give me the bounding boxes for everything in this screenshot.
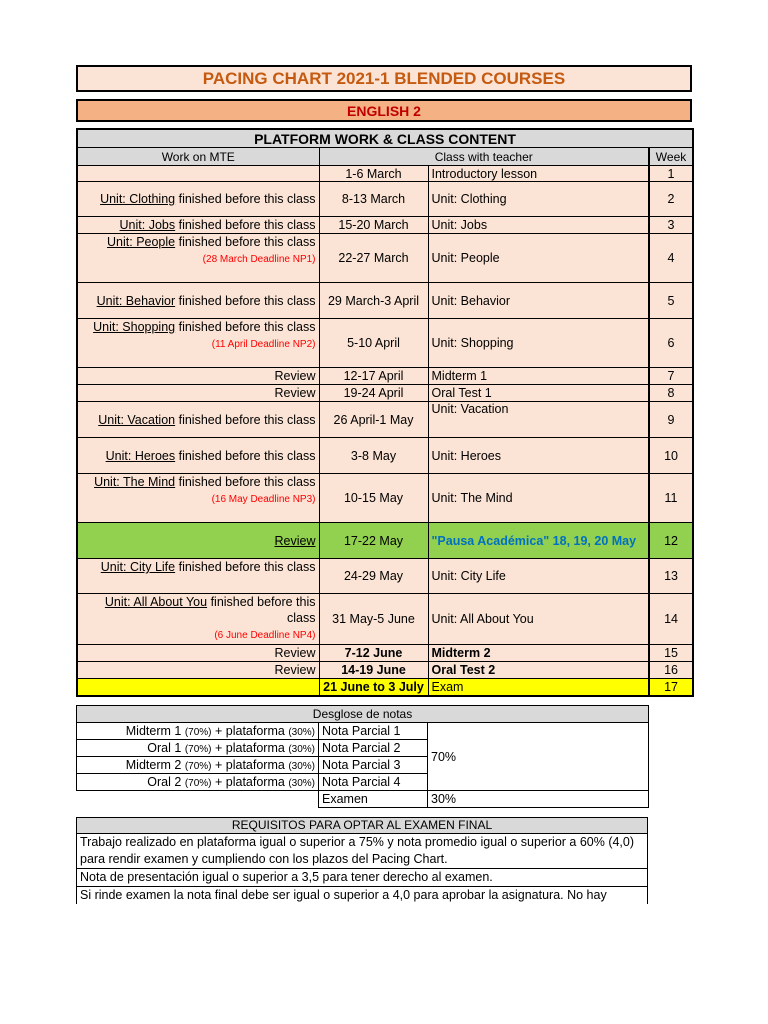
class-cell: Midterm 1 xyxy=(428,368,649,385)
class-cell: Unit: People xyxy=(428,234,649,283)
table-row xyxy=(77,166,693,182)
dates-cell: 31 May-5 June xyxy=(319,594,428,645)
grade-item: Midterm 1 xyxy=(125,724,182,738)
grade-pct: (70%) xyxy=(184,778,212,789)
deadline-note: (16 May Deadline NP3) xyxy=(211,494,316,505)
unit-link: Unit: Clothing xyxy=(100,192,176,206)
mte-cell xyxy=(77,523,319,559)
deadline-note: (11 April Deadline NP2) xyxy=(211,339,316,350)
requirement-item: Nota de presentación igual o superior a 3,5 para tener derecho al examen. xyxy=(77,869,648,887)
dates-cell: 8-13 March xyxy=(319,182,428,217)
table-row xyxy=(77,182,693,217)
class-cell: Midterm 2 xyxy=(428,645,649,662)
mte-tail: finished before this class xyxy=(178,448,316,463)
class-cell: Unit: The Mind xyxy=(428,474,649,523)
class-cell: "Pausa Académica" 18, 19, 20 May xyxy=(428,523,649,559)
table-row xyxy=(77,594,693,645)
grade-pct: (70%) xyxy=(184,744,212,755)
week-cell: 10 xyxy=(649,438,693,474)
grade-platform: + plataforma xyxy=(214,758,285,772)
nota-parcial: Nota Parcial 2 xyxy=(319,740,428,757)
grade-pct: (70%) xyxy=(184,761,212,772)
table-row xyxy=(77,474,693,523)
deadline-note: (6 June Deadline NP4) xyxy=(214,630,316,641)
grade-formula xyxy=(77,774,319,791)
col-header-class: Class with teacher xyxy=(319,148,649,166)
mte-cell xyxy=(77,594,319,645)
table-row xyxy=(77,385,693,402)
requirement-item: Trabajo realizado en plataforma igual o superior a 75% y nota promedio igual o superior a 60% (4,0) para rendir examen y cumpliendo con los plazos del Pacing Chart. xyxy=(77,834,648,869)
week-cell: 12 xyxy=(649,523,693,559)
nota-parcial: Nota Parcial 1 xyxy=(319,723,428,740)
grade-platform: + plataforma xyxy=(214,741,285,755)
table-row xyxy=(77,679,693,696)
table-row xyxy=(77,368,693,385)
requirements-table xyxy=(76,817,648,904)
unit-link: Unit: Heroes xyxy=(105,448,176,463)
grade-item: Oral 1 xyxy=(147,741,182,755)
mte-cell xyxy=(77,474,319,523)
unit-link: Unit: Jobs xyxy=(119,218,176,232)
dates-cell: 24-29 May xyxy=(319,559,428,594)
class-cell: Unit: Jobs xyxy=(428,217,649,234)
table-row xyxy=(77,869,648,887)
week-cell: 6 xyxy=(649,319,693,368)
dates-cell: 29 March-3 April xyxy=(319,283,428,319)
class-cell: Unit: All About You xyxy=(428,594,649,645)
grade-item: Midterm 2 xyxy=(125,758,182,772)
table-row xyxy=(77,887,648,905)
exam-weight: 30% xyxy=(428,791,649,808)
table-row xyxy=(77,217,693,234)
table-row xyxy=(77,319,693,368)
mte-cell: Review xyxy=(77,385,319,402)
week-cell: 5 xyxy=(649,283,693,319)
week-cell: 15 xyxy=(649,645,693,662)
mte-tail: finished before this class xyxy=(178,475,316,489)
week-cell: 7 xyxy=(649,368,693,385)
grade-platform: + plataforma xyxy=(214,724,285,738)
grade-pct: (30%) xyxy=(288,744,315,755)
grade-pct: (30%) xyxy=(288,761,315,772)
class-cell: Introductory lesson xyxy=(428,166,649,182)
table-row xyxy=(77,402,693,438)
mte-tail: finished before this class xyxy=(178,560,316,574)
grade-formula xyxy=(77,757,319,774)
week-cell: 4 xyxy=(649,234,693,283)
dates-cell: 22-27 March xyxy=(319,234,428,283)
dates-cell: 10-15 May xyxy=(319,474,428,523)
review-label: Review xyxy=(274,533,316,548)
class-cell: Oral Test 2 xyxy=(428,662,649,679)
mte-cell xyxy=(77,217,319,234)
pacing-chart-table xyxy=(76,128,692,697)
week-cell: 11 xyxy=(649,474,693,523)
dates-cell: 3-8 May xyxy=(319,438,428,474)
grade-item: Oral 2 xyxy=(147,775,182,789)
dates-cell: 7-12 June xyxy=(319,645,428,662)
grade-formula xyxy=(77,740,319,757)
unit-link: Unit: The Mind xyxy=(94,475,176,489)
class-cell: Oral Test 1 xyxy=(428,385,649,402)
unit-link: Unit: Behavior xyxy=(96,293,176,308)
class-cell: Unit: Clothing xyxy=(428,182,649,217)
mte-cell: Review xyxy=(77,368,319,385)
mte-cell xyxy=(77,402,319,438)
week-cell: 8 xyxy=(649,385,693,402)
week-cell: 1 xyxy=(649,166,693,182)
table-row xyxy=(77,723,649,740)
table-row xyxy=(77,834,648,869)
grade-pct: (70%) xyxy=(184,727,212,738)
grades-heading: Desglose de notas xyxy=(77,706,649,723)
week-cell: 2 xyxy=(649,182,693,217)
col-header-mte: Work on MTE xyxy=(77,148,319,166)
mte-cell: Review xyxy=(77,662,319,679)
dates-cell: 12-17 April xyxy=(319,368,428,385)
week-cell: 14 xyxy=(649,594,693,645)
dates-cell: 15-20 March xyxy=(319,217,428,234)
week-cell: 16 xyxy=(649,662,693,679)
table-column-headers xyxy=(77,148,693,166)
unit-link: Unit: Vacation xyxy=(98,412,176,427)
grade-pct: (30%) xyxy=(288,727,315,738)
requirements-heading: REQUISITOS PARA OPTAR AL EXAMEN FINAL xyxy=(77,818,648,834)
mte-tail: finished before this class xyxy=(178,218,316,232)
requirement-item: Si rinde examen la nota final debe ser igual o superior a 4,0 para aprobar la asignatura. No hay xyxy=(77,887,648,905)
week-cell: 13 xyxy=(649,559,693,594)
class-cell: Unit: Vacation xyxy=(428,402,649,438)
week-cell: 17 xyxy=(649,679,693,696)
dates-cell: 19-24 April xyxy=(319,385,428,402)
class-cell: Exam xyxy=(428,679,649,696)
unit-link: Unit: People xyxy=(107,235,176,249)
mte-cell xyxy=(77,319,319,368)
mte-tail: finished before this class xyxy=(178,235,316,249)
dates-cell: 17-22 May xyxy=(319,523,428,559)
mte-tail: finished before this class xyxy=(178,293,316,308)
dates-cell: 1-6 March xyxy=(319,166,428,182)
mte-tail: finished before this class xyxy=(210,595,316,625)
table-row xyxy=(77,791,649,808)
class-cell: Unit: Behavior xyxy=(428,283,649,319)
class-cell: Unit: City Life xyxy=(428,559,649,594)
table-row xyxy=(77,234,693,283)
course-subtitle: ENGLISH 2 xyxy=(76,99,692,122)
class-cell: Unit: Heroes xyxy=(428,438,649,474)
deadline-note: (28 March Deadline NP1) xyxy=(202,254,316,265)
mte-tail: finished before this class xyxy=(178,320,316,334)
table-heading: PLATFORM WORK & CLASS CONTENT xyxy=(77,129,693,148)
mte-cell xyxy=(77,438,319,474)
table-row xyxy=(77,645,693,662)
table-row xyxy=(77,283,693,319)
parciales-weight: 70% xyxy=(428,723,649,791)
class-cell: Unit: Shopping xyxy=(428,319,649,368)
grades-breakdown-table xyxy=(76,705,648,808)
table-row xyxy=(77,559,693,594)
dates-cell: 5-10 April xyxy=(319,319,428,368)
mte-cell xyxy=(77,166,319,182)
nota-parcial: Nota Parcial 3 xyxy=(319,757,428,774)
nota-parcial: Nota Parcial 4 xyxy=(319,774,428,791)
mte-tail: finished before this class xyxy=(178,412,316,427)
exam-label: Examen xyxy=(319,791,428,808)
mte-cell xyxy=(77,182,319,217)
mte-cell xyxy=(77,234,319,283)
page-title: PACING CHART 2021-1 BLENDED COURSES xyxy=(76,65,692,92)
table-row xyxy=(77,523,693,559)
mte-tail: finished before this class xyxy=(178,192,316,206)
week-cell: 3 xyxy=(649,217,693,234)
unit-link: Unit: City Life xyxy=(100,560,176,574)
week-cell: 9 xyxy=(649,402,693,438)
col-header-week: Week xyxy=(649,148,693,166)
mte-cell xyxy=(77,679,319,696)
dates-cell: 21 June to 3 July xyxy=(319,679,428,696)
grade-platform: + plataforma xyxy=(214,775,285,789)
table-row xyxy=(77,438,693,474)
empty-cell xyxy=(77,791,319,808)
grade-formula xyxy=(77,723,319,740)
dates-cell: 14-19 June xyxy=(319,662,428,679)
dates-cell: 26 April-1 May xyxy=(319,402,428,438)
mte-cell xyxy=(77,559,319,594)
table-row xyxy=(77,662,693,679)
mte-cell: Review xyxy=(77,645,319,662)
mte-cell xyxy=(77,283,319,319)
unit-link: Unit: Shopping xyxy=(93,320,176,334)
grade-pct: (30%) xyxy=(288,778,315,789)
unit-link: Unit: All About You xyxy=(104,595,208,609)
